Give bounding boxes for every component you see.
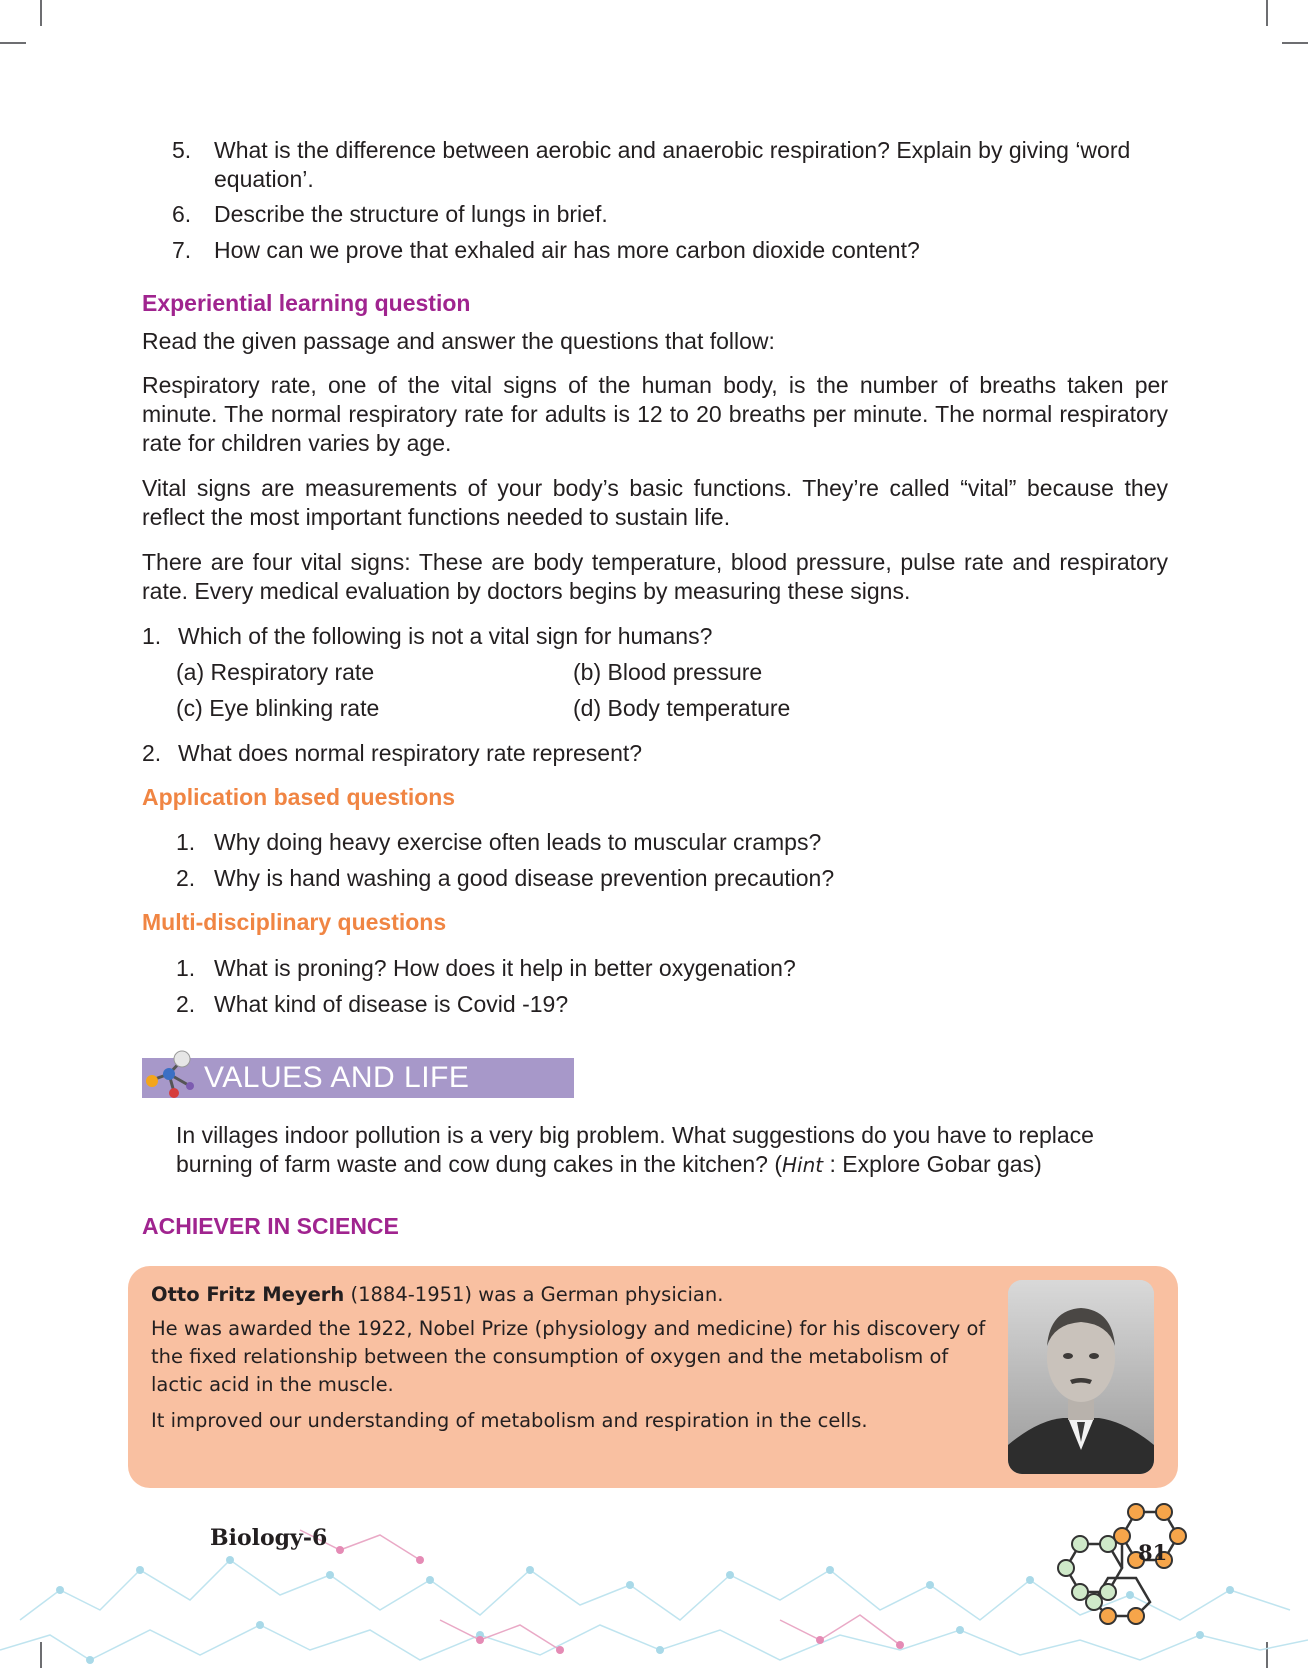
item-number: 2. — [142, 740, 162, 766]
list-item — [172, 136, 1168, 194]
achiever-intro: Otto Fritz Meyerh (1884-1951) was a German physician. — [151, 1283, 724, 1306]
list-item — [176, 864, 1168, 893]
list-item — [172, 200, 1168, 229]
achiever-paragraph: It improved our understanding of metabolism and respiration in the cells. — [151, 1409, 868, 1432]
list-item — [142, 622, 1168, 651]
values-text: In villages indoor pollution is a very big problem. What suggestions do you have to replace burning of farm waste and cow dung cakes in the kitchen? (Hint : Explore Gobar gas) — [176, 1122, 1094, 1177]
item-text: How can we prove that exhaled air has more carbon dioxide content? — [214, 237, 920, 263]
experiential-instruction: Read the given passage and answer the questions that follow: — [142, 328, 775, 354]
list-item — [172, 236, 1168, 265]
crop-mark — [1266, 0, 1268, 26]
item-number: 2. — [176, 865, 196, 891]
item-text: Why is hand washing a good disease prevention precaution? — [214, 865, 835, 891]
mcq-option: (d) Body temperature — [573, 695, 791, 721]
list-item — [176, 954, 1168, 983]
passage-paragraph: There are four vital signs: These are body temperature, blood pressure, pulse rate and respiratory rate. Every medical evaluation by doctors begins by measuring these signs. — [142, 549, 1168, 604]
mcq-option: (a) Respiratory rate — [176, 659, 375, 685]
item-number: 7. — [172, 237, 192, 263]
crop-mark — [0, 42, 26, 44]
passage-paragraph: Vital signs are measurements of your body’s basic functions. They’re called “vital” because they reflect the most important functions needed to sustain life. — [142, 475, 1168, 530]
item-text: Which of the following is not a vital sign for humans? — [178, 623, 713, 649]
item-text: What is proning? How does it help in better oxygenation? — [214, 955, 796, 981]
values-banner — [142, 1058, 574, 1128]
item-number: 1. — [176, 955, 196, 981]
crop-mark — [40, 0, 42, 26]
item-number: 1. — [142, 623, 162, 649]
achiever-paragraph: He was awarded the 1922, Nobel Prize (physiology and medicine) for his discovery of the fixed relationship between the consumption of oxygen and the metabolism of lactic acid in the muscle. — [151, 1317, 986, 1396]
item-text: What kind of disease is Covid -19? — [214, 991, 569, 1017]
item-number: 5. — [172, 137, 192, 163]
book-title: Biology-6 — [210, 1525, 328, 1551]
scientist-name: Otto Fritz Meyerh — [151, 1283, 345, 1306]
achiever-heading: ACHIEVER IN SCIENCE — [142, 1213, 399, 1239]
values-heading: VALUES AND LIFE SKILLS — [204, 1061, 470, 1128]
item-text: What is the difference between aerobic and anaerobic respiration? Explain by giving ‘word equation’. — [214, 137, 1131, 192]
item-text: What does normal respiratory rate represent? — [178, 740, 643, 766]
item-text: Describe the structure of lungs in brief. — [214, 201, 608, 227]
page-number-badge — [1052, 1502, 1202, 1632]
molecule-icon — [138, 1050, 200, 1106]
crop-mark — [1282, 42, 1308, 44]
hint-label: Hint — [782, 1153, 824, 1177]
multidisciplinary-heading: Multi-disciplinary questions — [142, 909, 447, 935]
list-item — [142, 739, 1168, 768]
item-number: 6. — [172, 201, 192, 227]
item-number: 2. — [176, 991, 196, 1017]
passage-paragraph: Respiratory rate, one of the vital signs of the human body, is the number of breaths taken per minute. The normal respiratory rate for adults is 12 to 20 breaths per minute. The normal respiratory rate for children varies by age. — [142, 372, 1168, 456]
page-number: 81 — [1138, 1540, 1168, 1565]
scientist-portrait — [1008, 1280, 1154, 1474]
list-item — [176, 990, 1168, 1019]
application-heading: Application based questions — [142, 784, 456, 810]
mcq-option: (c) Eye blinking rate — [176, 695, 380, 721]
experiential-heading: Experiential learning question — [142, 290, 471, 316]
mcq-option: (b) Blood pressure — [573, 659, 763, 685]
item-text: Why doing heavy exercise often leads to muscular cramps? — [214, 829, 822, 855]
item-number: 1. — [176, 829, 196, 855]
list-item — [176, 828, 1168, 857]
